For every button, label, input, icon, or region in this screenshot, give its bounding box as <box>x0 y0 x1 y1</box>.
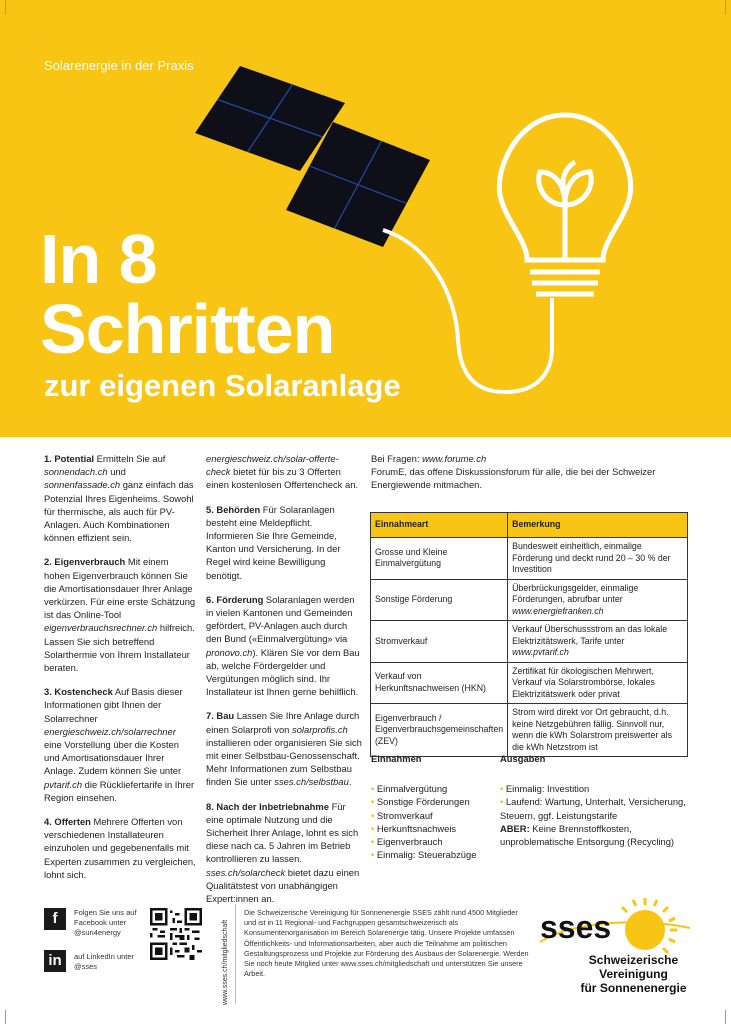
table-row <box>371 579 688 621</box>
table-cell: Zertifikat für ökologischen Mehrwert, Verkauf via Solarstrombörse, lokales Elektrizitätswerk oder privat <box>508 662 688 704</box>
table-cell: Eigenverbrauch / Eigenverbrauchsgemeinschaften (ZEV) <box>371 704 508 757</box>
linkedin-icon[interactable]: in <box>44 950 66 972</box>
about-text: Die Schweizerische Vereinigung für Sonnenenergie SSES zählt rund 4500 Mitglieder und ist in 11 Regional- und Fachgruppen gesamtschweizerisch als Konsumentenorganisation im Bereich Solarenergie tätig. Unsere Projekte umfassen Öffentlichkeits- und Informationsarbeiten, aber auch die Teilnahme am politischen Gestaltungsprozess und Projekte zur Förderung des Ausbaus der Solarenergie. Werden Sie noch heute Mitglied unter www.sses.ch/mitgliedschaft und unterstützen Sie unsere Arbeit. <box>244 908 529 979</box>
hero-label: Solarenergie in der Praxis <box>44 58 194 73</box>
table-row <box>371 538 688 580</box>
aber-note <box>500 822 705 848</box>
list-item: • Herkunftsnachweis <box>371 822 496 835</box>
sun-icon <box>622 898 677 953</box>
hero-banner <box>0 0 731 437</box>
list-item: • Eigenverbrauch <box>371 835 496 848</box>
list-item: • Laufend: Wartung, Unterhalt, Versicherung, Steuern, ggf. Leistungstarife <box>500 795 700 821</box>
table-cell: Stromverkauf <box>371 621 508 663</box>
trim-mark <box>725 0 726 14</box>
list-item: • Stromverkauf <box>371 809 496 822</box>
table-row <box>371 704 688 757</box>
aber-text: Keine Brennstoffkosten, unproblematische Entsorgung (Recycling) <box>500 823 675 848</box>
revenue-table <box>370 512 688 757</box>
qr-code[interactable] <box>150 908 202 960</box>
steps-column-2 <box>206 452 362 916</box>
step-2: 2. Eigenverbrauch Mit einem hohen Eigenverbrauch können Sie die Amortisationsdauer Ihrer Anlage verkürzen. Für eine erste Schätzung ist das Online-Tool eigenverbrauchsrechner.ch hilfreich. Lassen Sie sich betreffend Solarthermie von Ihrem Installateur beraten. <box>44 556 196 674</box>
linkedin-text: auf LinkedIn unter @sses <box>74 952 135 971</box>
step-3: 3. Kostencheck Auf Basis dieser Informationen gibt Ihnen der Solarrechner energieschweiz.ch/solarrechner eine Vorstellung über die Kosten und Amortisationsdauer Ihrer Anlage. Zudem können Sie unter pvtarif.ch die Rückliefertarife in Ihrer Region einsehen. <box>44 686 195 803</box>
title-line-2: Schritten <box>40 290 335 368</box>
facebook-text: Folgen Sie uns auf Facebook unter @sun4energy <box>74 908 137 937</box>
table-cell: Grosse und Kleine Einmalvergütung <box>371 538 508 580</box>
step-4-continued: energieschweiz.ch/solar-offerte-check bietet für bis zu 3 Offerten einen kostenlosen Offertencheck an. <box>206 453 359 491</box>
table-cell: Verkauf von Herkunftsnachweisen (HKN) <box>371 662 508 704</box>
list-item: • Einmalig: Investition <box>500 782 700 795</box>
table-cell: Überbrückungsgelder, einmalige Förderungen, abrufbar unter www.energiefranken.ch <box>508 579 688 621</box>
logo-wordmark: sses <box>540 909 612 945</box>
light-bulb-icon <box>499 115 630 294</box>
list-item: • Einmalvergütung <box>371 782 496 795</box>
questions-text: Bei Fragen: www.forume.ch ForumE, das offene Diskussionsforum für alle, die bei der Schweizer Energiewende mitmachen. <box>371 453 656 491</box>
step-7: 7. Bau Lassen Sie Ihre Anlage durch einen Solarprofi von solarprofis.ch installieren oder organisieren Sie sich mit einer Selbstbau-Genossenschaft. Mehr Informationen zum Selbstbau finden Sie unter sses.ch/selbstbau. <box>206 710 362 788</box>
income-list <box>371 752 496 861</box>
step-5: 5. Behörden Für Solaranlagen besteht eine Meldepflicht. Informieren Sie Ihre Gemeinde, Kanton und Versicherung. In der Regel wird keine Bewilligung benötigt. <box>206 503 341 581</box>
table-row <box>371 662 688 704</box>
steps-column-1 <box>44 452 196 892</box>
table-row <box>371 621 688 663</box>
subtitle: zur eigenen Solaranlage <box>44 368 401 403</box>
table-header: Bemerkung <box>508 513 688 538</box>
table-cell: Sonstige Förderung <box>371 579 508 621</box>
step-4: 4. Offerten Mehrere Offerten von verschiedenen Installateuren einzuholen und gegebenenfalls mit Experten zusammen zu vergleichen, lohnt sich. <box>44 816 196 880</box>
footer <box>0 890 731 1020</box>
questions-block <box>371 452 689 503</box>
title-line-1: In 8 <box>40 220 157 298</box>
table-cell: Verkauf Überschussstrom an das lokale Elektrizitätswerk, Tarife unter www.pvtarif.ch <box>508 621 688 663</box>
membership-link-vertical[interactable]: www.sses.ch/mitgliedschaft <box>222 919 229 1005</box>
list-item: • Einmalig: Steuerabzüge <box>371 848 496 861</box>
expenses-title: Ausgaben <box>500 753 546 764</box>
facebook-icon[interactable]: f <box>44 908 66 930</box>
expenses-list <box>500 752 700 822</box>
table-cell: Strom wird direkt vor Ort gebraucht, d.h. keine Netzgebühren fällig. Sinnvoll nur, wenn die kWh Solarstrom preiswerter als die kWh Netzstrom ist <box>508 704 688 757</box>
table-header: Einnahmeart <box>371 513 508 538</box>
step-1: 1. Potential Ermitteln Sie auf sonnendach.ch und sonnenfassade.ch ganz einfach das Potenzial Ihres Eigenheims. Sowohl für thermische, als auch für PV-Anlagen. Auch Kombinationen können effizient sein. <box>44 453 194 544</box>
footer-divider <box>235 904 236 1004</box>
trim-mark <box>5 0 6 14</box>
step-8: 8. Nach der Inbetriebnahme Für eine optimale Nutzung und die Sicherheit Ihrer Anlage, lohnt es sich diese nach ca. 5 Jahren im Betrieb kontrollieren zu lassen. sses.ch/solarcheck bietet dazu einen Qualitätstest von unabhängigen Expert:innen an. <box>206 800 360 905</box>
step-6: 6. Förderung Solaranlagen werden in vielen Kantonen und Gemeinden gefördert, PV-Anlagen auch durch den Bund («Einmalvergütung» via pronovo.ch). Klären Sie vor dem Bau ab, welche Fördergelder und Vergütungen möglich sind. Ihr Installateur ist Ihnen gerne behilflich. <box>206 593 360 698</box>
table-cell: Bundesweit einheitlich, einmalige Förderung und deckt rund 20 – 30 % der Investition <box>508 538 688 580</box>
org-name: Schweizerische Vereinigung für Sonnenenergie <box>580 953 687 995</box>
table-header-row <box>371 513 688 538</box>
aber-label: ABER: <box>500 823 530 834</box>
list-item: • Sonstige Förderungen <box>371 795 496 808</box>
income-title: Einnahmen <box>371 753 422 764</box>
